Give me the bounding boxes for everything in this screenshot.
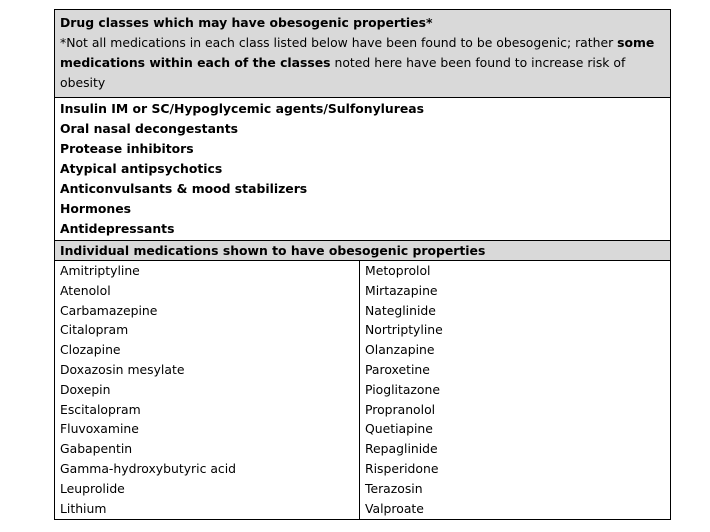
medication-item: Paroxetine <box>365 361 430 377</box>
medication-item: Mirtazapine <box>365 282 438 298</box>
individual-medications-list <box>55 261 670 519</box>
drug-classes-title: Drug classes which may have obesogenic properties* <box>60 15 433 30</box>
medication-item: Amitriptyline <box>60 263 140 278</box>
medication-item: Lithium <box>60 500 107 516</box>
medication-item: Olanzapine <box>365 342 435 358</box>
medication-item: Leuprolide <box>60 480 125 496</box>
drug-class-item: Atypical antipsychotics <box>60 161 223 176</box>
note-text-emphasis: some medications within each of the classes <box>60 35 655 70</box>
drug-class-item: Hormones <box>60 201 132 216</box>
medication-item: Pioglitazone <box>365 381 440 397</box>
medication-item: Clozapine <box>60 342 121 358</box>
medication-item: Fluvoxamine <box>60 421 139 437</box>
drug-class-item: Protease inhibitors <box>60 141 194 156</box>
individual-medications-header: Individual medications shown to have obesogenic properties <box>55 241 670 261</box>
medications-left-column <box>55 261 360 519</box>
medication-item: Propranolol <box>365 401 436 417</box>
medication-item: Escitalopram <box>60 401 141 417</box>
obesogenic-drugs-table <box>54 9 671 520</box>
note-text-end: noted here have been found to increase risk of obesity <box>60 55 626 90</box>
medication-item: Valproate <box>365 500 424 516</box>
medication-item: Gamma-hydroxybutyric acid <box>60 460 237 476</box>
medication-item: Atenolol <box>60 282 111 298</box>
drug-classes-note <box>60 33 666 93</box>
drug-class-item: Insulin IM or SC/Hypoglycemic agents/Sulfonylureas <box>60 101 424 116</box>
medication-item: Terazosin <box>365 480 423 496</box>
medication-item: Citalopram <box>60 322 129 338</box>
note-text-start: *Not all medications in each class listed below have been found to be obesogenic; rather <box>60 35 618 50</box>
medication-item: Metoprolol <box>365 263 431 278</box>
medication-item: Doxazosin mesylate <box>60 361 185 377</box>
drug-classes-header <box>55 10 670 98</box>
drug-class-item: Anticonvulsants & mood stabilizers <box>60 181 308 196</box>
medication-item: Carbamazepine <box>60 302 158 318</box>
medication-item: Risperidone <box>365 460 439 476</box>
medication-item: Doxepin <box>60 381 111 397</box>
medications-right-column <box>360 261 670 519</box>
medication-item: Repaglinide <box>365 441 438 457</box>
drug-class-item: Oral nasal decongestants <box>60 121 239 136</box>
drug-class-item: Antidepressants <box>60 221 175 236</box>
medication-item: Nateglinide <box>365 302 436 318</box>
medication-item: Nortriptyline <box>365 322 443 338</box>
medication-item: Gabapentin <box>60 441 133 457</box>
drug-classes-list <box>55 98 670 241</box>
medication-item: Quetiapine <box>365 421 433 437</box>
